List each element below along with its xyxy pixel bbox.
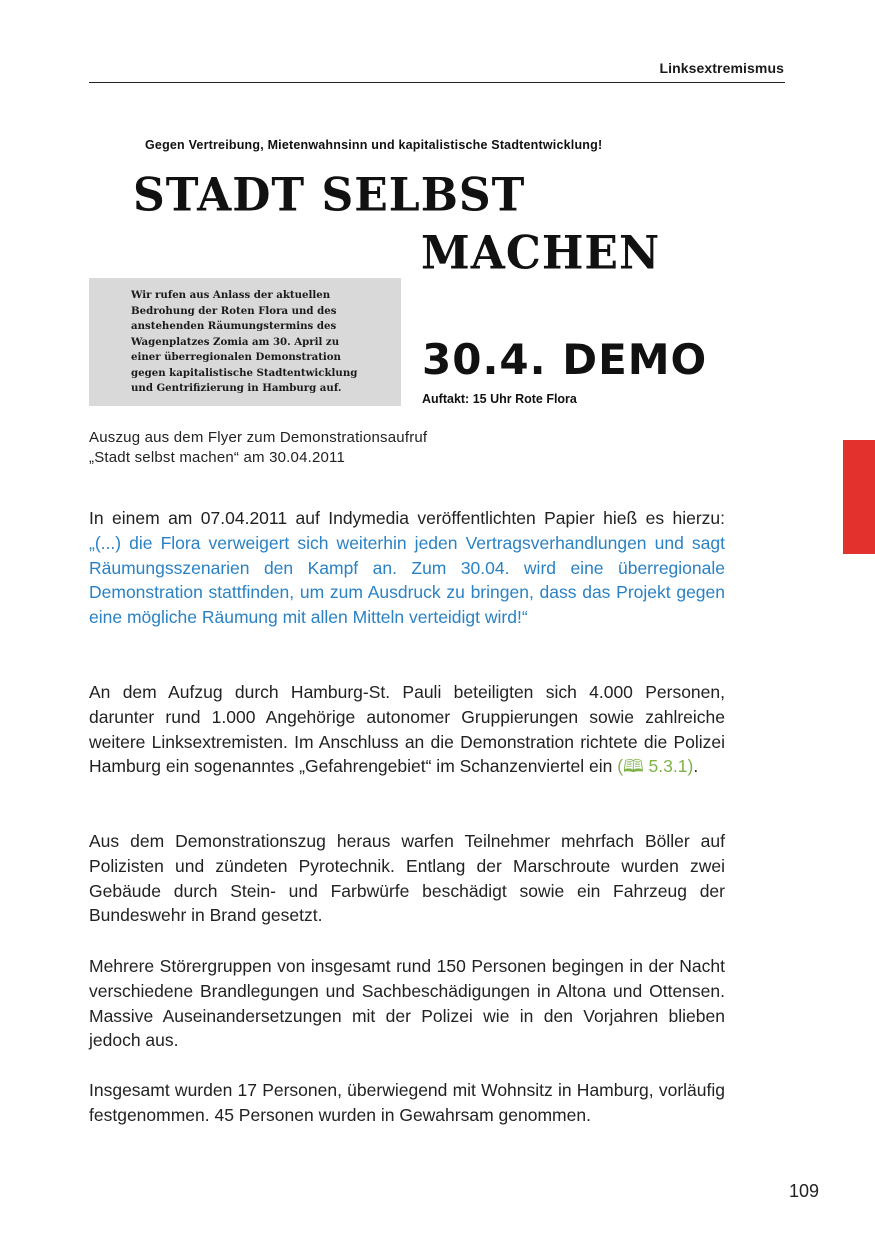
paragraph-5: Insgesamt wurden 17 Personen, überwiegend mit Wohnsitz in Hamburg, vorläufig festgenommen. 45 Personen wurden in Gewahrsam genommen. [89, 1080, 725, 1125]
flyer-image [89, 130, 709, 420]
paragraph-3: Aus dem Demonstrationszug heraus warfen Teilnehmer mehrfach Böller auf Polizisten und zündeten Pyrotechnik. Entlang der Marschroute wurden zwei Gebäude durch Stein- und Farbwürfe beschädigt sowie ein Fahrzeug der Bundeswehr in Brand gesetzt. [89, 831, 725, 926]
paragraph-2-text: An dem Aufzug durch Hamburg-St. Pauli beteiligten sich 4.000 Personen, darunter rund 1.000 Angehörige autonomer Gruppierungen sowie zahlreiche weitere Linksextremisten. Im Anschluss an die Demonstration richtete die Polizei Hamburg ein sogenanntes „Gefahrengebiet“ im Schanzenviertel ein [89, 682, 725, 777]
flyer-auftakt: Auftakt: 15 Uhr Rote Flora [422, 392, 577, 406]
flyer-demo-date: 30.4. DEMO [422, 335, 708, 384]
cross-reference-link[interactable]: (🕮 5.3.1) [617, 756, 694, 777]
page-number: 109 [788, 1181, 819, 1201]
paragraph-2 [89, 680, 725, 779]
flyer-subtitle: Gegen Vertreibung, Mietenwahnsinn und kapitalistische Stadtentwicklung! [145, 138, 603, 152]
paragraph-1 [89, 506, 725, 630]
caption-line1: Auszug aus dem Flyer zum Demonstrationsaufruf [89, 429, 428, 446]
flyer-title-line2: MACHEN [421, 226, 661, 281]
flyer-callout-box [89, 278, 401, 406]
caption-line2: „Stadt selbst machen“ am 30.04.2011 [89, 449, 346, 466]
paragraph-4: Mehrere Störergruppen von insgesamt rund 150 Personen begingen in der Nacht verschiedene Brandlegungen und Sachbeschädigungen in Altona und Ottensen. Massive Auseinandersetzungen mit der Polizei wie in den Vorjahren blieben jedoch aus. [89, 956, 725, 1051]
flyer-callout-text: Wir rufen aus Anlass der aktuellen Bedrohung der Roten Flora und des anstehenden Räumungstermins des Wagenplatzes Zomia am 30. April zu einer überregionalen Demonstration gegen kapitalistische Stadtentwicklung und Gentrifizierung in Hamburg auf. [131, 289, 358, 394]
flyer-title-line1: STADT SELBST [133, 168, 526, 223]
header-rule [89, 82, 785, 83]
paragraph-1-intro: In einem am 07.04.2011 auf Indymedia veröffentlichten Papier hieß es hierzu: [89, 508, 725, 528]
indymedia-quote: „(...) die Flora verweigert sich weiterhin jeden Vertragsverhandlungen und sagt Räumungsszenarien den Kampf an. Zum 30.04. wird eine überregionale Demonstration stattfinden, um zum Ausdruck zu bringen, dass das Projekt gegen eine mögliche Räumung mit allen Mitteln verteidigt wird!“ [89, 532, 725, 628]
paragraph-2-end: . [693, 756, 699, 777]
chapter-side-tab [843, 440, 875, 554]
section-header-title: Linksextremismus [659, 60, 784, 76]
figure-caption [89, 428, 427, 468]
